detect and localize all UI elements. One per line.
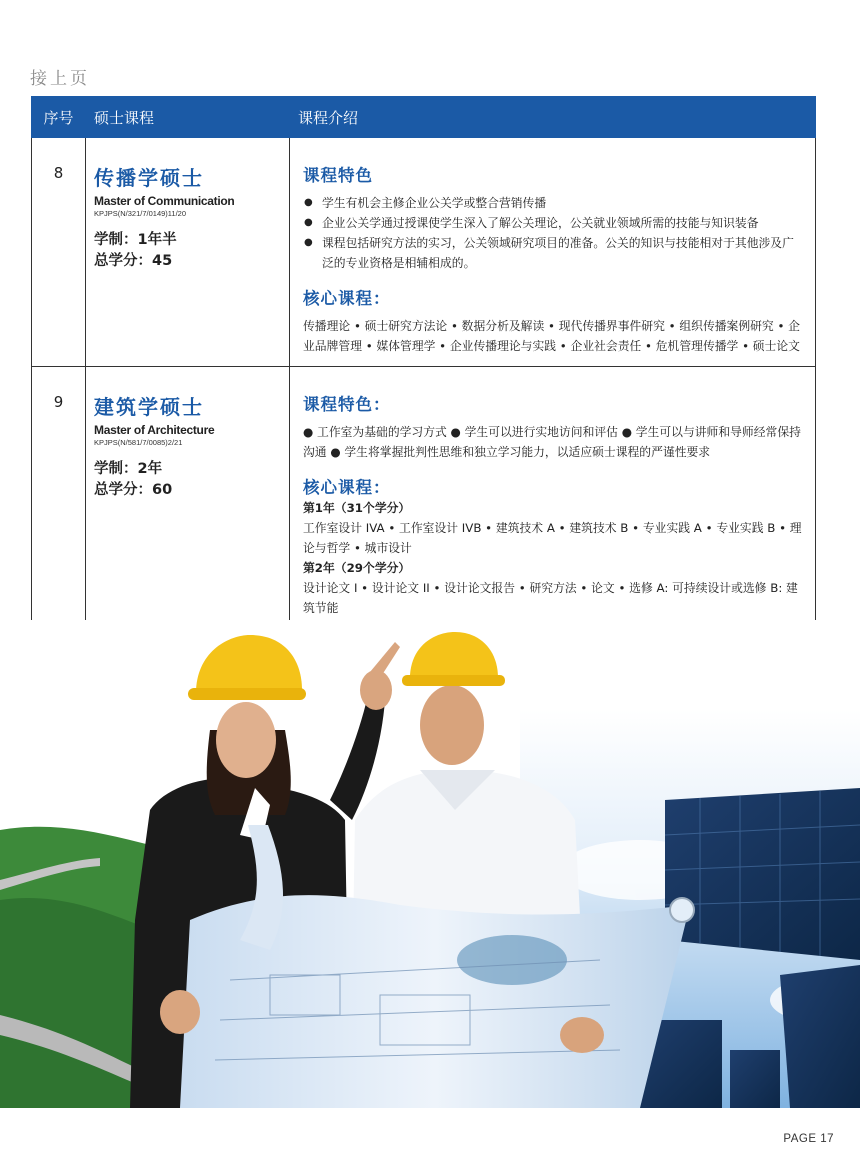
program-cell (86, 138, 290, 367)
program-english-name: Master of Communication (94, 194, 235, 208)
year1-label: 第1年（31个学分） (303, 501, 411, 515)
row-number: 9 (32, 367, 86, 629)
table-header-row (32, 97, 816, 138)
intro-cell (290, 367, 816, 629)
program-english-name: Master of Architecture (94, 423, 215, 437)
header-program: 硕士课程 (86, 97, 290, 138)
program-title: 建筑学硕士 (94, 395, 204, 419)
core-courses: 传播理论 • 硕士研究方法论 • 数据分析及解读 • 现代传播界事件研究 • 组织传播案例研究 • 企业品牌管理 • 媒体管理学 • 企业传播理论与实践 • 企业社会责任 • 危机管理传播学 • 硕士论文 (303, 319, 800, 353)
year1-courses: 工作室设计 IVA • 工作室设计 IVB • 建筑技术 A • 建筑技术 B • 专业实践 A • 专业实践 B • 理论与哲学 • 城市设计 (303, 521, 802, 555)
features-heading: 课程特色 (303, 166, 373, 185)
program-duration: 学制：2年 (94, 461, 163, 477)
program-cell (86, 367, 290, 629)
core-heading: 核心课程： (303, 289, 391, 308)
accreditation-code: KPJPS(N/321/7/0149)11/20 (94, 209, 187, 218)
table-row (32, 367, 816, 629)
program-title: 传播学硕士 (94, 166, 204, 190)
list-item: ● 学生有机会主修企业公关学或整合营销传播 (303, 193, 803, 213)
list-item: ● 企业公关学通过授课使学生深入了解公关理论，公关就业领域所需的技能与知识装备 (303, 213, 803, 233)
features-heading: 课程特色： (303, 395, 391, 414)
year2-courses: 设计论文 I • 设计论文 II • 设计论文报告 • 研究方法 • 论文 • 选修 A: 可持续设计或选修 B: 建筑节能 (303, 581, 798, 615)
accreditation-code: KPJPS(N/581/7/0085)2/21 (94, 438, 183, 447)
row-number: 8 (32, 138, 86, 367)
program-credits: 总学分：60 (94, 482, 173, 498)
table-row (32, 138, 816, 367)
features-text: ● 工作室为基础的学习方式 ● 学生可以进行实地访问和评估 ● 学生可以与讲师和导师经常保持沟通 ● 学生将掌握批判性思维和独立学习能力，以适应硕士课程的严谨性要求 (303, 425, 801, 459)
page-number: PAGE 17 (783, 1133, 834, 1145)
continued-from-previous-page: 接上页 (30, 69, 90, 89)
header-serial: 序号 (32, 97, 86, 138)
list-item: ● 课程包括研究方法的实习，公关领域研究项目的准备。公关的知识与技能相对于其他涉及广泛的专业资格是相辅相成的。 (303, 233, 803, 273)
core-heading: 核心课程： (303, 478, 391, 497)
features-list (303, 193, 803, 273)
architects-with-blueprint-photo (0, 620, 860, 1108)
year2-label: 第2年（29个学分） (303, 561, 411, 575)
intro-cell (290, 138, 816, 367)
program-duration: 学制：1年半 (94, 232, 177, 248)
header-intro: 课程介绍 (290, 97, 816, 138)
course-table (31, 96, 816, 629)
program-credits: 总学分：45 (94, 253, 173, 269)
